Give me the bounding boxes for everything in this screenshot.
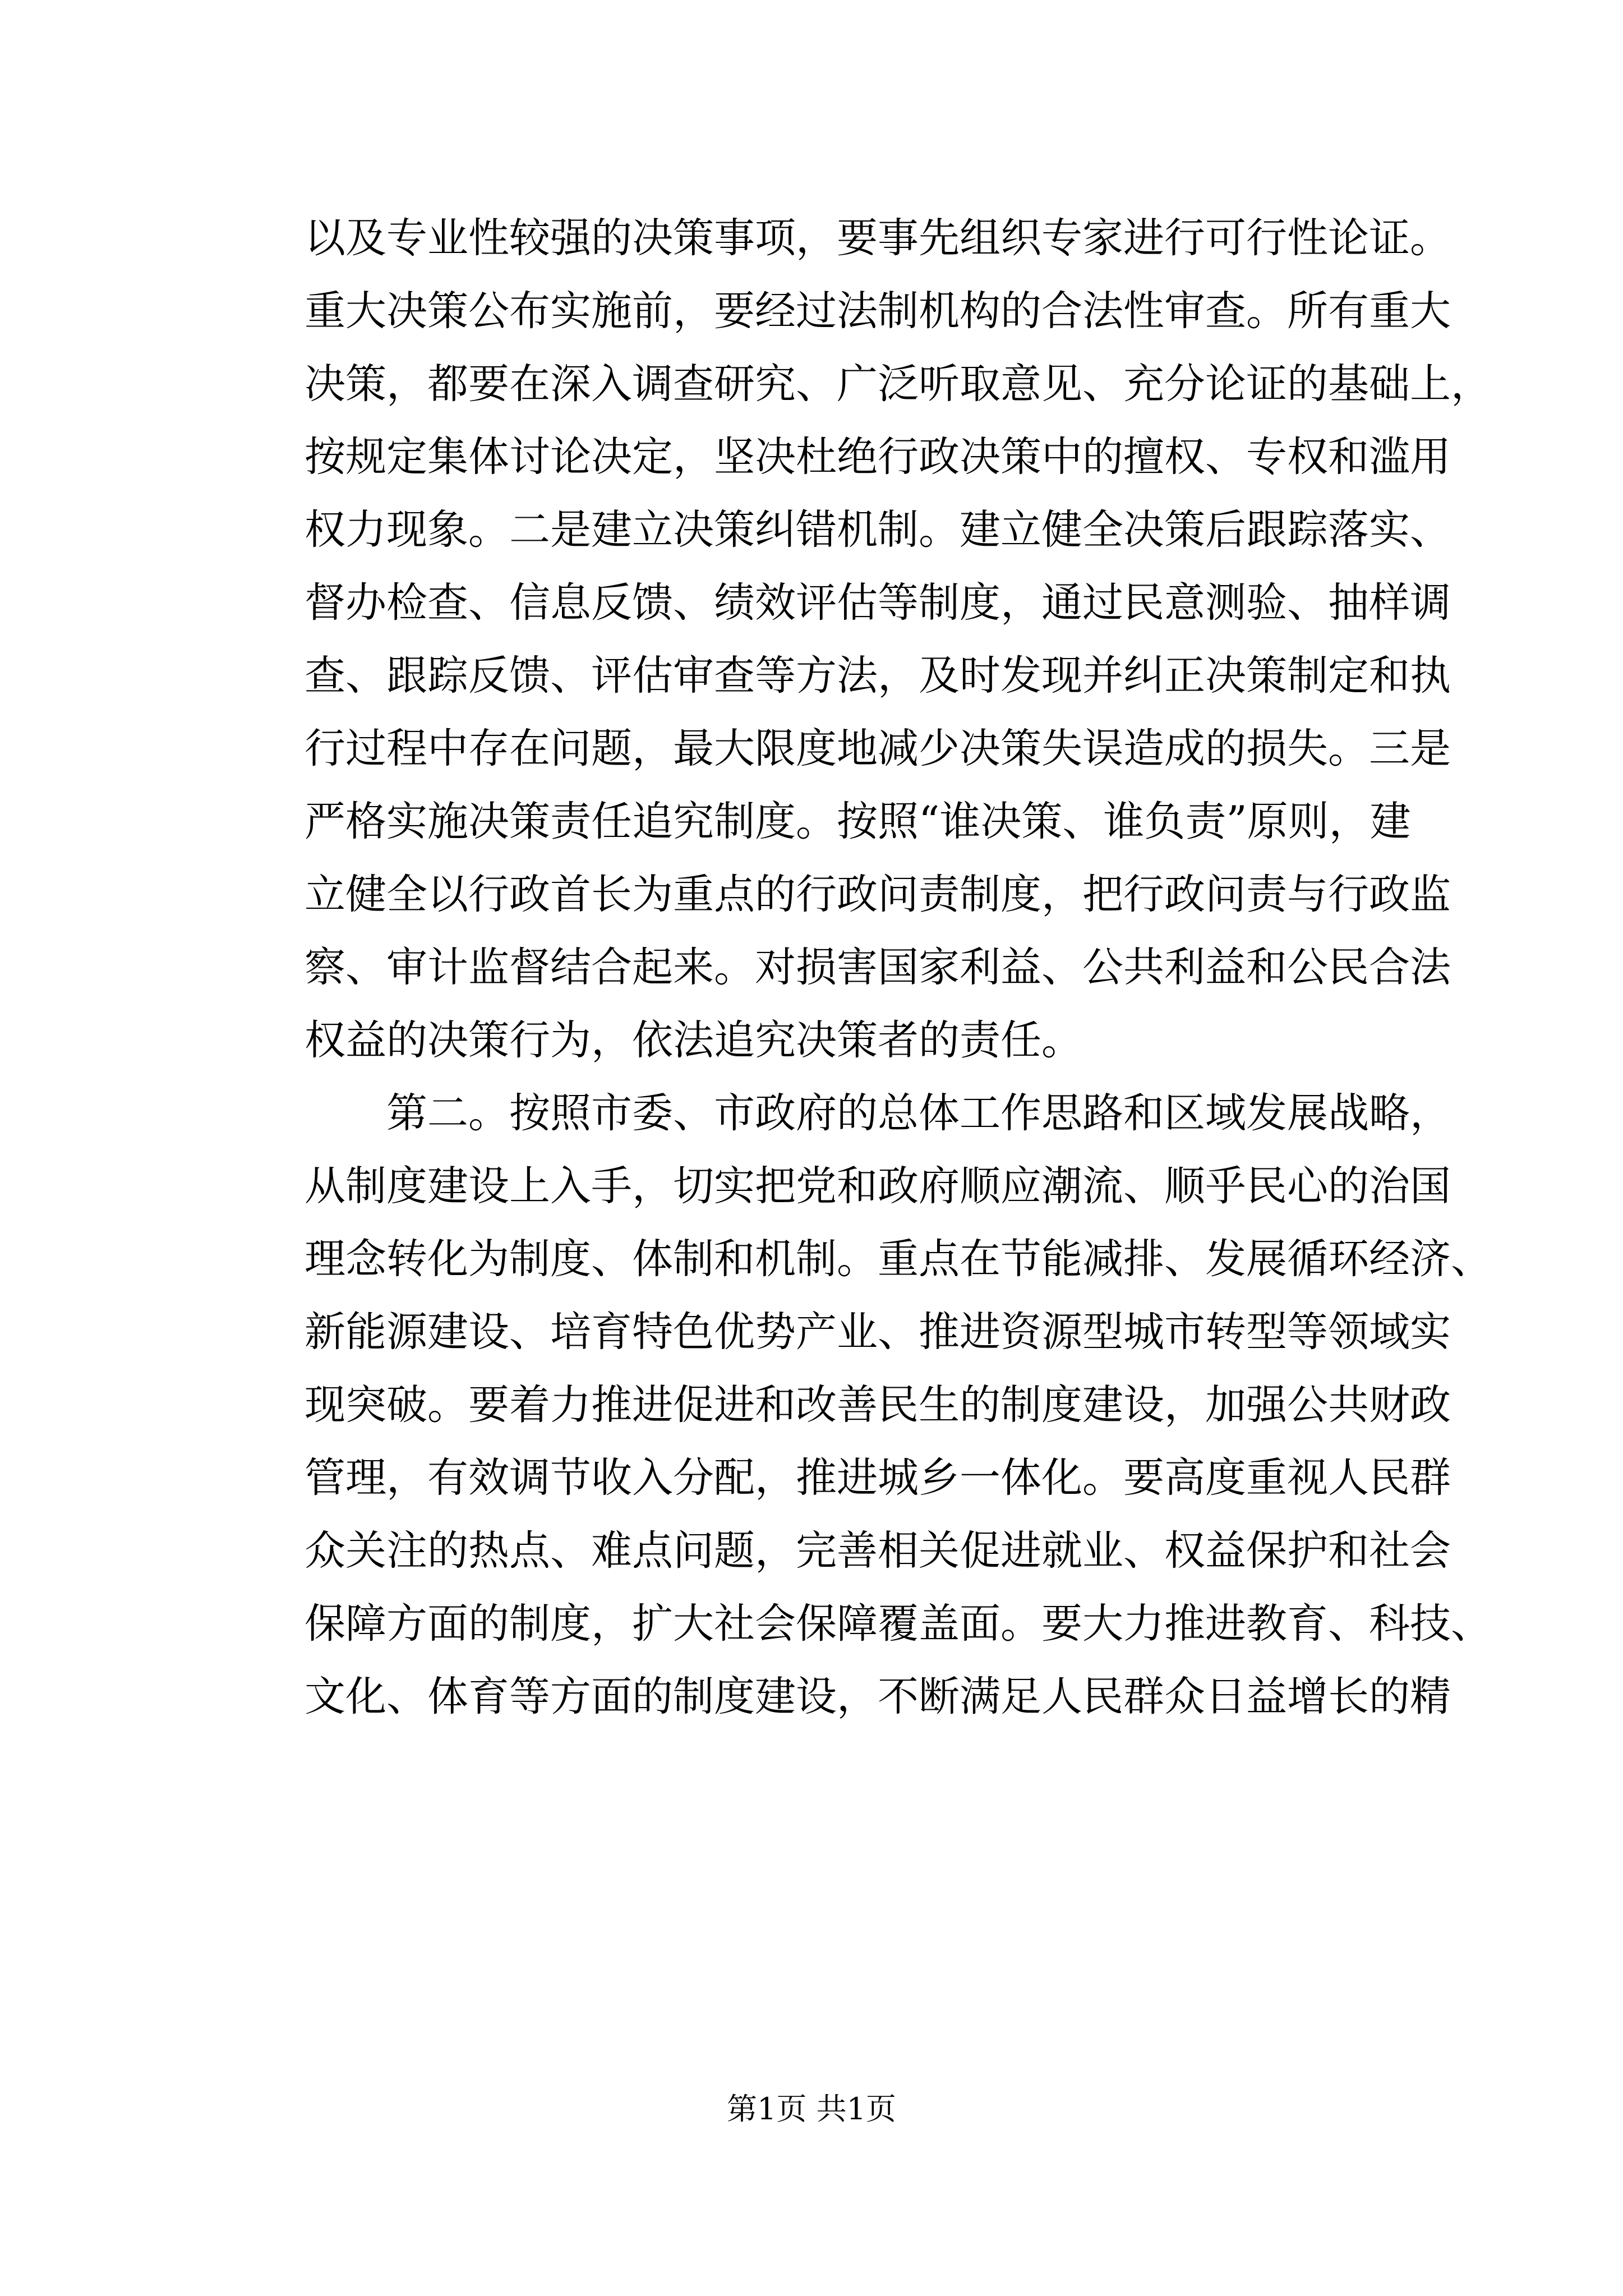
text-line: 按规定集体讨论决定，坚决杜绝行政决策中的擅权、专权和滥用 — [305, 433, 1451, 481]
text-line: 新能源建设、培育特色优势产业、推进资源型城市转型等领域实 — [305, 1308, 1451, 1356]
paragraph-start-line: 第二。按照市委、市政府的总体工作思路和区域发展战略， — [386, 1089, 1451, 1137]
text-line: 立健全以行政首长为重点的行政问责制度，把行政问责与行政监 — [305, 871, 1451, 918]
text-line: 严格实施决策责任追究制度。按照“谁决策、谁负责”原则，建 — [305, 798, 1411, 845]
text-line: 查、跟踪反馈、评估审查等方法，及时发现并纠正决策制定和执 — [305, 652, 1451, 700]
text-line: 管理，有效调节收入分配，推进城乡一体化。要高度重视人民群 — [305, 1454, 1451, 1502]
body-text — [305, 202, 1492, 1733]
page-footer — [0, 2087, 1623, 2132]
text-line: 重大决策公布实施前，要经过法制机构的合法性审查。所有重大 — [305, 287, 1451, 335]
text-line: 文化、体育等方面的制度建设，不断满足人民群众日益增长的精 — [305, 1673, 1451, 1720]
text-line: 察、审计监督结合起来。对损害国家利益、公共利益和公民合法 — [305, 944, 1451, 991]
text-line: 权益的决策行为，依法追究决策者的责任。 — [305, 1016, 1082, 1064]
text-line: 理念转化为制度、体制和机制。重点在节能减排、发展循环经济、 — [305, 1235, 1492, 1283]
text-line: 行过程中存在问题，最大限度地减少决策失误造成的损失。三是 — [305, 725, 1451, 772]
page-number: 第1页 共1页 — [727, 2091, 896, 2127]
text-line: 众关注的热点、难点问题，完善相关促进就业、权益保护和社会 — [305, 1527, 1451, 1575]
text-line: 从制度建设上入手，切实把党和政府顺应潮流、顺乎民心的治国 — [305, 1162, 1451, 1210]
text-line: 权力现象。二是建立决策纠错机制。建立健全决策后跟踪落实、 — [305, 506, 1451, 554]
text-line: 保障方面的制度，扩大社会保障覆盖面。要大力推进教育、科技、 — [305, 1600, 1492, 1648]
text-line: 决策，都要在深入调查研究、广泛听取意见、充分论证的基础上， — [305, 360, 1492, 408]
text-line: 现突破。要着力推进促进和改善民生的制度建设，加强公共财政 — [305, 1381, 1451, 1429]
text-line: 督办检查、信息反馈、绩效评估等制度，通过民意测验、抽样调 — [305, 579, 1451, 627]
text-line: 以及专业性较强的决策事项，要事先组织专家进行可行性论证。 — [305, 214, 1451, 262]
